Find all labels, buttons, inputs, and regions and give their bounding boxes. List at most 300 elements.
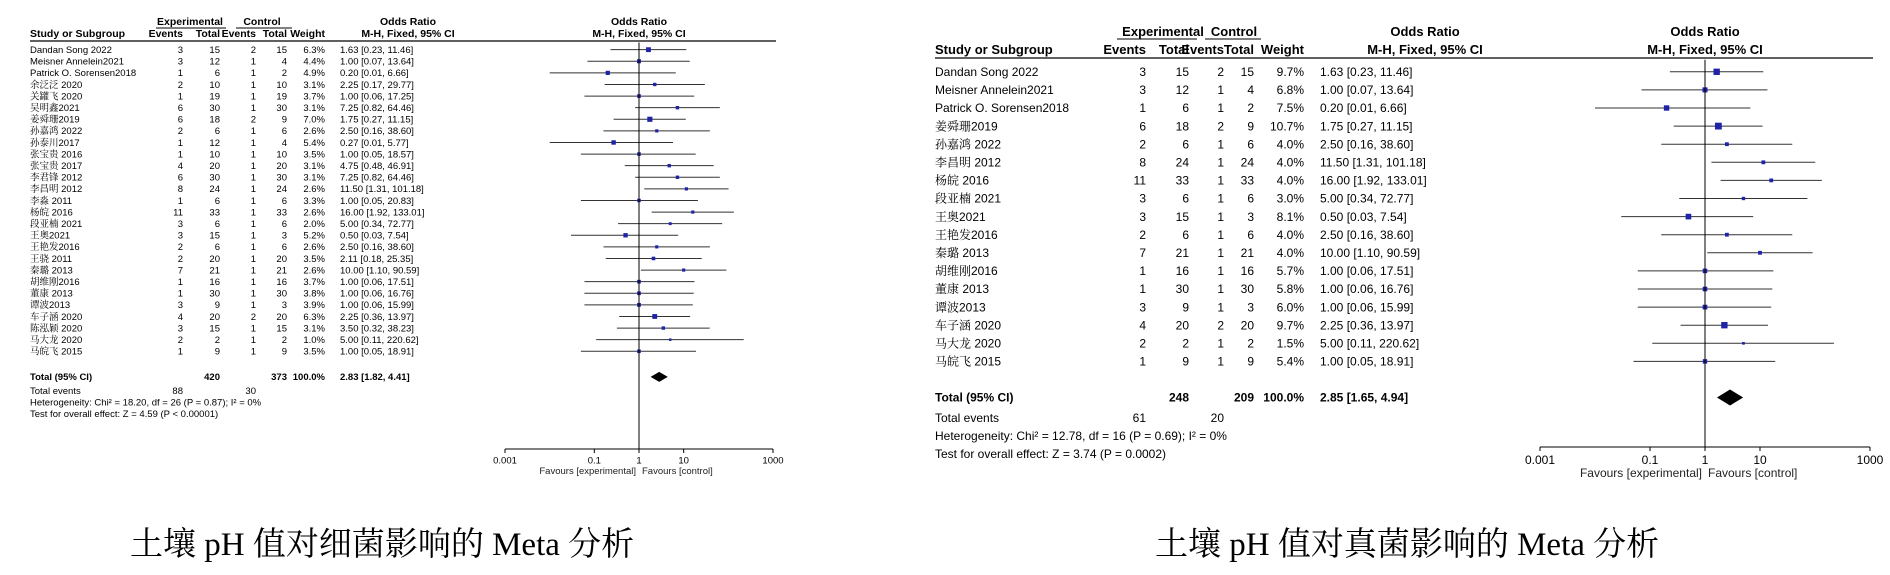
study-name: 关罐飞 2020 [30,91,83,103]
study-row [30,276,695,288]
total-ctrl: 6 [281,195,287,207]
events-ctrl: 1 [1217,246,1224,260]
total-ctrl: 9 [281,114,287,126]
study-row [935,263,1773,278]
point-estimate [623,233,627,237]
plot-title: Odds Ratio [610,16,668,28]
odds-ratio-value: 5.00 [0.34, 72.77] [1320,191,1414,206]
summary-diamond [651,372,668,382]
summary-diamond [1717,390,1743,406]
events-exp: 1 [177,137,183,149]
total-ctrl: 30 [276,103,287,114]
weight-value: 3.1% [303,323,325,335]
events-exp: 8 [1139,155,1146,170]
events-ctrl: 1 [250,103,256,114]
odds-ratio-value: 7.25 [0.82, 64.46] [340,172,414,184]
events-ctrl: 2 [1217,119,1224,134]
study-row [935,209,1753,224]
events-exp: 1 [177,91,183,103]
favours-control-label: Favours [control] [1708,466,1798,480]
point-estimate [1715,123,1722,130]
total-exp: 6 [214,68,220,80]
study-row [935,318,1768,332]
study-name: 谭波2013 [935,300,986,315]
study-row [30,79,705,91]
experimental-group-header: Experimental [1122,24,1204,39]
total-exp: 30 [1175,282,1189,297]
events-ctrl: 2 [250,311,256,323]
odds-ratio-value: 2.50 [0.16, 38.60] [1320,227,1414,242]
study-row [30,45,686,56]
point-estimate [652,257,656,261]
study-name: 陈泓颖 2020 [30,323,83,335]
weight-value: 5.8% [1276,282,1304,297]
odds-ratio-value: 0.50 [0.03, 7.54] [340,230,409,242]
total-ctrl: 6 [1247,227,1254,242]
total-ctrl: 9 [1247,354,1254,369]
total-ctrl-n: 373 [271,372,287,384]
total-ctrl: 20 [276,161,287,172]
events-ctrl: 1 [1217,227,1224,242]
study-name: 胡维刚2016 [935,264,998,279]
total-exp: 6 [1182,191,1189,206]
study-name: 胡维刚2016 [30,277,80,288]
events-exp: 3 [177,56,183,68]
or-method-header: M-H, Fixed, 95% CI [1367,42,1483,57]
odds-ratio-value: 1.63 [0.23, 11.46] [340,45,414,56]
events-ctrl: 1 [250,56,256,68]
weight-value: 3.1% [303,172,325,184]
events-ctrl: 1 [250,207,256,219]
weight-value: 6.3% [303,45,325,56]
events-exp: 2 [177,253,183,265]
events-ctrl: 1 [250,300,256,312]
odds-ratio-value: 2.25 [0.36, 13.97] [340,311,414,323]
total-ctrl: 10 [276,149,287,161]
odds-ratio-value: 0.20 [0.01, 6.66] [340,68,409,80]
events-exp: 2 [177,126,183,138]
study-name: 孙嘉鸿 2022 [30,126,83,138]
study-row [935,336,1834,351]
total-exp: 24 [209,184,220,196]
study-row [30,346,696,358]
events-exp: 1 [177,68,183,80]
events-ctrl: 1 [250,172,256,184]
total-exp-header: Total [1158,42,1189,57]
bacteria-forest-plot [0,0,945,480]
point-estimate [1769,179,1773,183]
plot-method-header: M-H, Fixed, 95% CI [1647,42,1763,57]
study-row [30,90,694,102]
study-name: 孙泰川2017 [30,137,80,149]
study-name: 姜舜珊2019 [935,119,998,134]
total-ctrl: 30 [276,288,287,300]
study-name: 李君锋 2012 [30,172,83,184]
total-ctrl: 6 [281,242,287,254]
study-name: 张宝贵 2016 [30,149,83,161]
study-name: 马皖飞 2015 [30,346,83,358]
weight-value: 4.0% [1276,137,1304,152]
study-row [30,206,734,218]
total-ctrl: 24 [1240,155,1254,170]
study-name: 姜舜珊2019 [30,114,80,126]
odds-ratio-value: 0.50 [0.03, 7.54] [1320,209,1407,224]
point-estimate [691,210,694,213]
fungi-forest-plot [935,0,1890,480]
events-ctrl: 1 [250,346,256,358]
total-ctrl: 20 [1240,318,1254,333]
favours-experimental-label: Favours [experimental] [539,466,636,477]
study-name: 李昌明 2012 [30,184,83,196]
point-estimate [653,83,656,86]
study-name: 董康 2013 [30,288,73,300]
study-row [30,218,722,230]
odds-ratio-value: 1.75 [0.27, 11.15] [1320,119,1413,134]
odds-ratio-value: 2.25 [0.36, 13.97] [1320,318,1414,333]
odds-ratio-value: 1.00 [0.06, 15.99] [340,300,414,312]
events-ctrl: 1 [250,219,256,230]
study-row [935,299,1771,314]
total-ctrl: 15 [1240,65,1254,79]
total-ctrl: 4 [281,137,287,149]
events-exp: 3 [177,323,183,335]
point-estimate [1725,142,1729,146]
total-exp: 24 [1175,155,1189,170]
total-exp: 10 [209,79,220,91]
weight-value: 3.9% [303,300,325,312]
total-exp: 6 [1182,227,1189,242]
total-exp: 9 [1182,354,1189,369]
study-name: Meisner Annelein2021 [30,56,125,68]
weight-value: 2.0% [303,219,325,230]
weight-value: 4.0% [1276,173,1304,188]
study-row [935,83,1767,97]
events-ctrl: 2 [1217,65,1224,79]
odds-ratio-value: 7.25 [0.82, 64.46] [340,103,414,114]
study-row [935,173,1822,188]
events-ctrl: 1 [1217,264,1224,279]
total-ctrl: 33 [276,207,287,219]
point-estimate [676,106,679,109]
total-ctrl: 2 [281,68,287,80]
odds-ratio-value: 0.27 [0.01, 5.77] [340,137,409,149]
total-exp: 21 [1175,246,1189,260]
odds-ratio-value: 1.00 [0.06, 16.76] [1320,282,1414,297]
events-exp: 2 [1139,137,1146,152]
total-ctrl: 6 [281,219,287,230]
odds-ratio-value: 4.75 [0.48, 46.91] [340,161,414,172]
fungi-caption: 土壤 pH 值对真菌影响的 Meta 分析 [1155,527,1660,563]
study-row [30,125,710,137]
study-name: 车子涵 2020 [30,311,83,323]
heterogeneity-text: Heterogeneity: Chi² = 12.78, df = 16 (P = 0.69); I² = 0% [935,428,1227,443]
events-exp: 3 [1139,209,1146,224]
events-exp: 1 [177,277,183,288]
total-ctrl: 33 [1240,173,1254,188]
point-estimate [611,140,615,144]
total-ctrl: 21 [1240,246,1254,260]
total-ctrl: 6 [281,126,287,138]
weight-value: 4.9% [303,68,325,80]
overall-effect-text: Test for overall effect: Z = 3.74 (P = 0.0002) [935,447,1167,461]
total-ctrl: 20 [276,311,287,323]
odds-ratio-value: 1.00 [0.06, 15.99] [1320,300,1414,315]
events-ctrl: 1 [1217,300,1224,315]
point-estimate [682,268,685,271]
study-row [935,355,1775,369]
total-label: Total (95% CI) [30,372,93,384]
axis-tick-label: 1 [1701,453,1709,467]
weight-value: 5.7% [1276,264,1304,279]
total-exp: 9 [1182,300,1189,315]
total-ctrl: 19 [276,91,287,103]
total-ctrl: 6 [1247,137,1254,152]
study-row [935,101,1750,115]
weight-value: 3.7% [303,277,325,288]
events-exp: 4 [1139,318,1146,333]
point-estimate [1721,322,1727,328]
events-ctrl: 1 [1217,191,1224,206]
events-exp: 3 [177,45,183,56]
study-row [935,227,1792,242]
total-exp: 16 [209,277,220,288]
point-estimate [646,47,651,52]
odds-ratio-value: 5.00 [0.11, 220.62] [340,335,419,346]
total-exp: 6 [214,242,220,254]
weight-value: 3.3% [303,195,325,207]
total-exp: 15 [209,323,220,335]
odds-ratio-value: 1.00 [0.06, 17.51] [340,277,414,288]
events-exp: 6 [177,103,183,114]
events-ctrl: 1 [250,149,256,161]
total-exp: 6 [1182,137,1189,152]
study-row [30,299,693,311]
events-exp: 3 [177,230,183,242]
weight-value: 6.0% [1276,300,1304,315]
study-name: 马大龙 2020 [30,335,83,346]
study-row [30,114,686,126]
total-exp: 6 [214,219,220,230]
total-exp: 20 [209,161,220,172]
study-name: 孙嘉鸿 2022 [935,137,1002,152]
events-exp: 6 [1139,119,1146,134]
total-exp: 10 [209,149,220,161]
events-exp: 3 [1139,300,1146,315]
total-ctrl: 24 [276,184,287,196]
events-exp: 3 [1139,65,1146,79]
point-estimate [1664,105,1669,110]
point-estimate [669,338,672,341]
point-estimate [1758,251,1762,255]
total-exp: 19 [209,91,220,103]
total-ctrl: 20 [276,253,287,265]
total-weight: 100.0% [292,372,325,384]
events-ctrl: 1 [250,335,256,346]
study-row [30,137,673,149]
favours-control-label: Favours [control] [642,466,713,477]
odds-ratio-value: 2.11 [0.18, 25.35] [340,253,414,265]
events-exp: 6 [177,172,183,184]
axis-tick-label: 0.1 [1641,453,1659,467]
events-ctrl: 1 [1217,173,1224,188]
events-exp-header: Events [148,28,183,40]
weight-value: 6.8% [1276,83,1304,98]
total-exp: 20 [209,253,220,265]
weight-header: Weight [1260,42,1304,57]
events-ctrl: 1 [250,126,256,138]
total-weight: 100.0% [1263,390,1304,405]
events-exp: 2 [177,79,183,91]
total-ctrl: 30 [1240,282,1254,297]
odds-ratio-header: Odds Ratio [1390,24,1460,39]
total-exp: 12 [209,56,220,68]
events-exp: 1 [177,149,183,161]
events-exp: 3 [177,219,183,230]
point-estimate [606,71,610,75]
events-exp: 1 [1139,282,1146,297]
events-ctrl: 1 [250,137,256,149]
study-row [30,264,726,276]
study-name: 王奥2021 [935,209,986,224]
events-ctrl: 1 [1217,282,1224,297]
events-ctrl: 1 [250,91,256,103]
point-estimate [652,314,657,319]
total-exp: 30 [209,172,220,184]
total-exp-header: Total [195,28,220,40]
weight-value: 10.7% [1269,119,1304,134]
events-exp-header: Events [1103,42,1146,57]
total-label: Total (95% CI) [935,390,1014,405]
plot-method-header: M-H, Fixed, 95% CI [592,28,686,40]
study-name: 秦璐 2013 [935,246,990,260]
study-name: 王艳发2016 [935,227,998,242]
study-row [935,65,1763,79]
total-exp: 6 [214,126,220,138]
total-exp: 15 [1175,65,1189,79]
overall-effect-text: Test for overall effect: Z = 4.59 (P < 0.00001) [30,409,219,420]
study-name: 杨皖 2016 [935,173,990,188]
total-exp-n: 420 [204,372,220,384]
weight-value: 2.6% [303,207,325,219]
total-exp: 16 [1175,264,1189,279]
study-column-header: Study or Subgroup [30,28,126,40]
events-ctrl: 1 [1217,155,1224,170]
events-exp: 4 [177,311,183,323]
total-exp: 15 [209,45,220,56]
total-exp: 6 [214,195,220,207]
total-events-ctrl: 30 [245,385,256,397]
axis-tick-label: 10 [1753,453,1767,467]
events-exp: 2 [177,335,183,346]
weight-value: 4.4% [303,56,325,68]
point-estimate [662,326,665,329]
point-estimate [668,164,671,167]
study-row [30,57,690,68]
weight-value: 3.5% [303,346,325,358]
study-name: 余泛泛 2020 [30,79,83,91]
weight-value: 4.0% [1276,246,1304,260]
total-odds-ratio: 2.85 [1.65, 4.94] [1320,390,1409,405]
events-ctrl-header: Events [1181,42,1224,57]
total-ctrl-header: Total [262,28,287,40]
total-ctrl: 6 [1247,191,1254,206]
control-group-header: Control [243,16,281,28]
favours-experimental-label: Favours [experimental] [1579,466,1702,480]
total-exp: 20 [1175,318,1189,333]
odds-ratio-value: 2.25 [0.17, 29.77] [340,79,414,91]
study-name: 马大龙 2020 [935,336,1002,351]
total-ctrl: 2 [1247,101,1254,116]
odds-ratio-value: 16.00 [1.92, 133.01] [1320,173,1427,188]
study-name: 马皖飞 2015 [935,354,1002,369]
events-exp: 4 [177,161,183,172]
study-column-header: Study or Subgroup [935,42,1053,57]
weight-value: 5.4% [303,137,325,149]
study-name: 王艳发2016 [30,242,80,254]
axis-tick-label: 1000 [762,455,784,467]
odds-ratio-value: 0.20 [0.01, 6.66] [1320,101,1407,116]
odds-ratio-value: 1.63 [0.23, 11.46] [1320,65,1413,79]
odds-ratio-value: 10.00 [1.10, 90.59] [1320,246,1421,260]
total-exp: 12 [209,137,220,149]
total-ctrl: 16 [1240,264,1254,279]
point-estimate [685,187,688,190]
point-estimate [647,117,652,122]
study-name: 车子涵 2020 [935,318,1002,333]
point-estimate [1742,197,1745,200]
weight-value: 1.0% [303,335,325,346]
total-exp: 20 [209,311,220,323]
experimental-group-header: Experimental [157,16,223,28]
weight-value: 1.5% [1276,336,1304,351]
weight-value: 9.7% [1276,318,1304,333]
total-exp: 30 [209,103,220,114]
total-exp: 9 [214,346,220,358]
point-estimate [669,222,672,225]
events-ctrl: 1 [250,323,256,335]
weight-value: 8.1% [1276,209,1304,224]
study-row [935,119,1763,133]
weight-value: 7.5% [1276,101,1304,116]
odds-ratio-header: Odds Ratio [379,16,437,28]
weight-value: 4.0% [1276,155,1304,170]
odds-ratio-value: 2.50 [0.16, 38.60] [1320,137,1414,152]
odds-ratio-value: 1.00 [0.06, 17.51] [1320,264,1414,279]
weight-value: 5.2% [303,230,325,242]
total-exp: 33 [209,207,220,219]
total-ctrl: 3 [1247,300,1254,315]
odds-ratio-value: 1.00 [0.06, 16.76] [340,288,414,300]
study-name: 吴明鑫2021 [30,103,80,114]
total-events-exp: 88 [172,385,183,397]
study-name: 谭波2013 [30,300,71,312]
events-ctrl: 1 [1217,83,1224,98]
events-exp: 6 [177,114,183,126]
total-ctrl: 2 [281,335,287,346]
events-exp: 7 [177,265,183,277]
weight-value: 2.6% [303,242,325,254]
total-exp: 15 [1175,209,1189,224]
weight-value: 3.8% [303,288,325,300]
events-ctrl: 1 [1217,336,1224,351]
events-exp: 3 [177,300,183,312]
study-row [30,241,710,253]
study-name: 董康 2013 [935,282,990,297]
axis-tick-label: 0.001 [493,455,517,467]
axis-tick-label: 1 [636,455,642,467]
total-exp: 30 [209,288,220,300]
point-estimate [655,245,658,248]
